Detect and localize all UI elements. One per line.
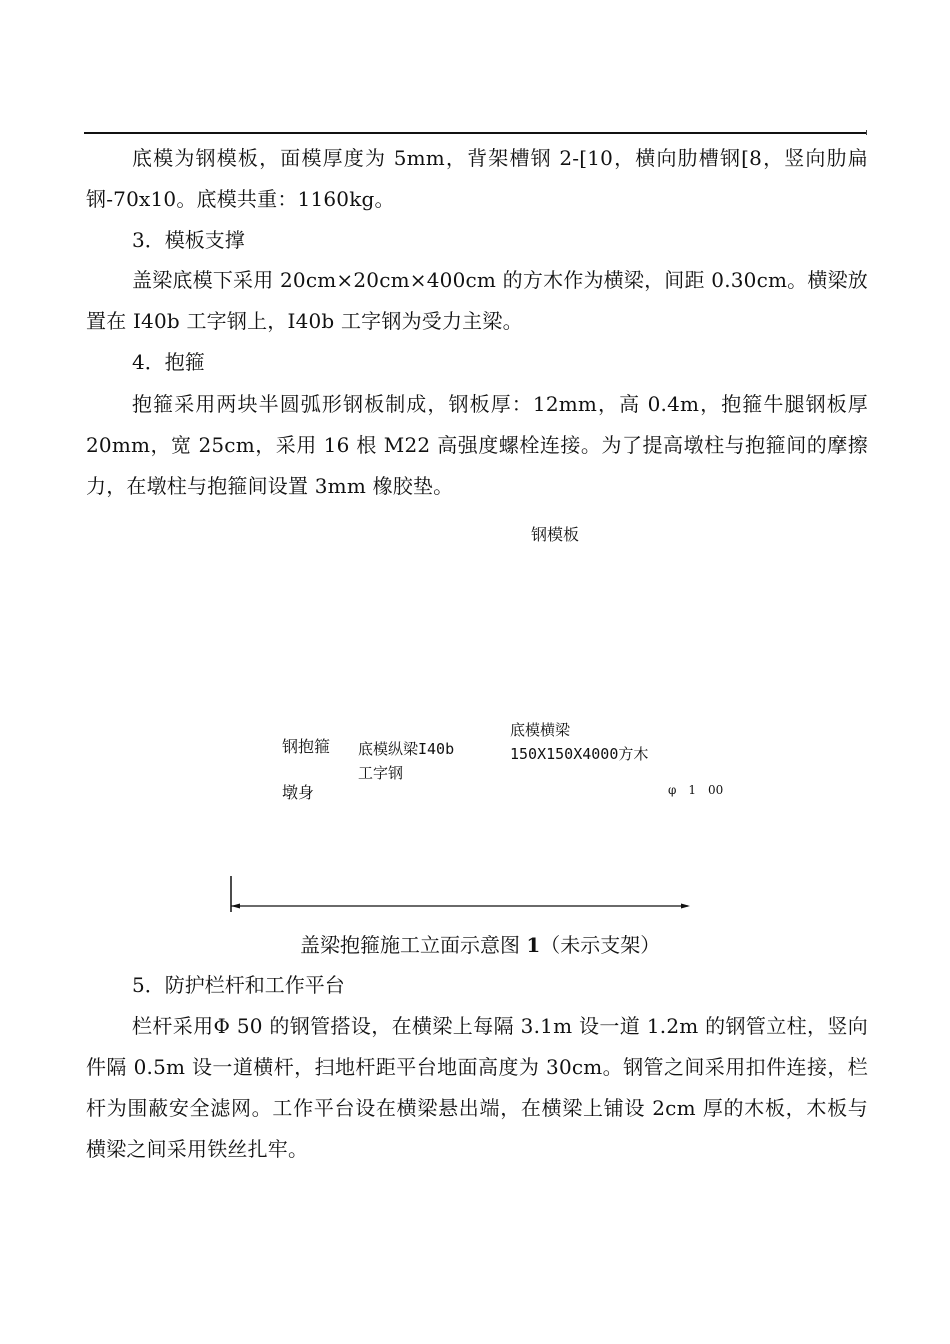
label-longitudinal-beam: 底模纵梁I40b [358,740,455,758]
caption-note: （未示支架） [540,933,661,957]
label-i-beam: 工字钢 [358,764,404,782]
heading-hoop: 4．抱箍 [132,350,205,374]
arrow-left-icon [231,904,240,909]
label-timber-spec: 150X150X4000方木 [510,745,649,763]
label-diameter: φ 1 00 [668,783,724,797]
paragraph-hoop: 抱箍采用两块半圆弧形钢板制成，钢板厚：12mm，高 0.4m，抱箍牛腿钢板厚 20mm，宽 25cm，采用 16 根 M22 高强度螺栓连接。为了提高墩柱与抱箍间的摩擦力，在墩柱与抱箍间设置 3mm 橡胶垫。 [86,392,868,498]
label-steel-hoop: 钢抱箍 [282,737,331,756]
paragraph-guardrail: 栏杆采用Φ 50 的钢管搭设，在横梁上每隔 3.1m 设一道 1.2m 的钢管立柱，竖向件隔 0.5m 设一道横杆，扫地杆距平台地面高度为 30cm。钢管之间采用扣件连接，栏杆为围蔽安全滤网。工作平台设在横梁悬出端，在横梁上铺设 2cm 厚的木板，木板与横梁之间采用铁丝扎牢。 [86,1014,868,1161]
heading-guardrail: 5．防护栏杆和工作平台 [132,973,345,997]
paragraph-formwork-support: 盖梁底模下采用 20cm×20cm×400cm 的方木作为横梁，间距 0.30cm。横梁放置在 I40b 工字钢上，I40b 工字钢为受力主梁。 [86,268,868,333]
label-steel-form: 钢模板 [531,525,580,544]
label-pier: 墩身 [282,783,315,802]
heading-formwork-support: 3．模板支撑 [132,228,245,252]
figure-caption [300,930,660,960]
paragraph-bottom-form: 底模为钢模板，面模厚度为 5mm，背架槽钢 2-[10，横向肋槽钢[8，竖向肋扁钢-70x10。底模共重：1160kg。 [86,146,868,211]
arrow-right-icon [681,904,690,909]
caption-text: 盖梁抱箍施工立面示意图 [300,933,527,957]
label-cross-beam: 底模横梁 [510,721,571,739]
caption-number: 1 [526,933,541,957]
